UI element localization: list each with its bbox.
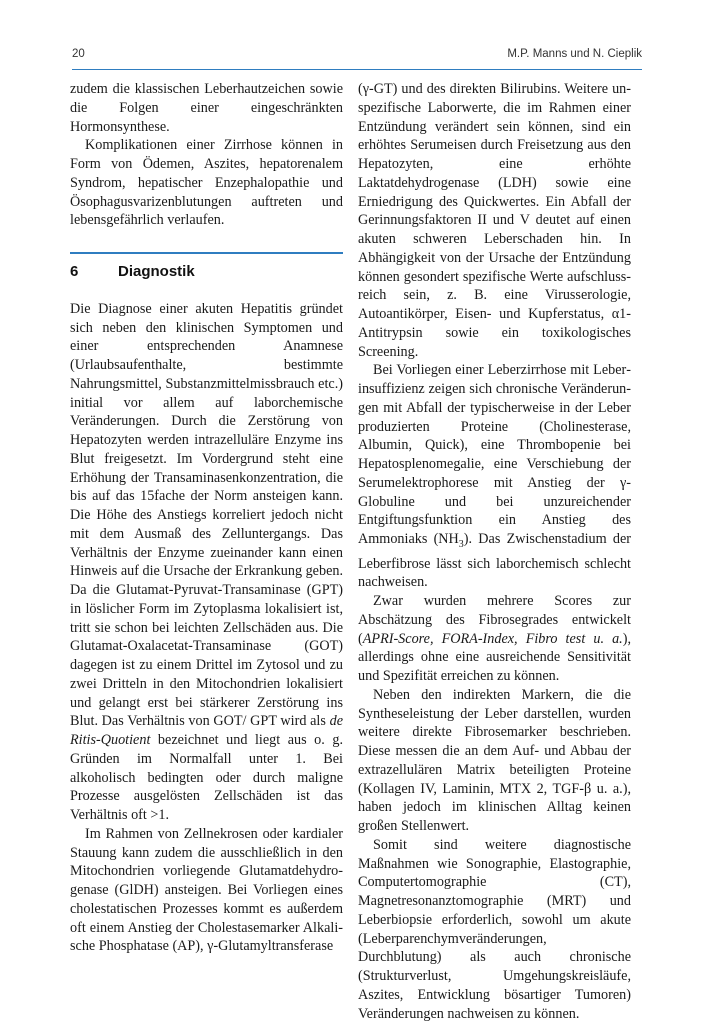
section-number: 6 [70,263,79,280]
paragraph: Somit sind weitere diagnostische Maßnahmen wie Sonographie, Elastographie, Computertomographie (CT), Magnetresonanztomographie (MRT) und Leberbiopsie erforderlich, sowohl um akute (Leberparenchymveränderungen, Durchblutung) als auch chronische (Strukturverlust, Umgehungskreisläufe, Aszites, Entwicklung bösartiger Tumoren) Veränderungen nachweisen zu können. [358,836,631,1022]
page-number: 20 [72,48,85,60]
paragraph: Im Rahmen von Zellnekrosen oder kardialer Stauung kann zudem die ausschließlich in den Mitochondrien vorliegende Glutamatdehydrogenase (GlDH) ansteigen. Bei Vorliegen eines cholestatischen Prozesses kommt es außerdem oft einem Anstieg der Cholestasemarker Alkalische Phosphatase (AP), γ-Glutamyltransferase [70,825,343,955]
running-header-authors: M.P. Manns und N. Cieplik [507,48,642,60]
paragraph: zudem die klassischen Leberhautzeichen sowie die Folgen einer eingeschränkten Hormonsynthese. [70,81,343,135]
paragraph: Komplikationen einer Zirrhose können in Form von Ödemen, Aszites, hepatorenalem Syndrom, hepatischer Enzephalopathie und Ösophagusvarizenblutungen auftreten und lebensgefährlich verlaufen. [70,137,343,229]
paragraph: Bei Vorliegen einer Leberzirrhose mit Leberinsuffizienz zeigen sich chronische Veränderungen mit Abfall der typischerweise in der Leber produzierten Proteine (Cholinesterase, Albumin, Quick), eine Thrombopenie bei Hepatosplenomegalie, eine Verschiebung der Serumelektrophorese mit Anstieg der γ-Globuline und bei unzureichender Entgiftungsfunktion ein Anstieg des Ammoniaks $(NH_3)$. Das Zwischenstadium der Leberfibrose lässt sich laborchemisch schlecht nachweisen. [358,362,631,591]
paragraph: Zwar wurden mehrere Scores zur Abschätzung des Fibrosegrades entwickelt (APRI-Score, FORA-Index, Fibro test u. a.), allerdings ohne eine ausreichende Sensitivität und Spezifität erreichen zu können. [358,593,631,685]
italic-term: de Ritis-Quotient [70,713,343,748]
section-heading [70,252,343,282]
left-column [70,80,343,956]
section-title: Diagnostik [118,263,195,280]
italic-term: APRI-Score, FORA-Index, Fibro test u. a. [362,630,623,647]
header-rule [72,69,642,70]
running-header [72,48,642,68]
right-column [358,80,631,1023]
paragraph: Neben den indirekten Markern, die die Syntheseleistung der Leber darstellen, wurden weitere direkte Fibrosemarker beschrieben. Diese messen die an dem Auf- und Abbau der extrazellulären Matrix beteiligten Proteine (Kollagen IV, Laminin, MTX 2, TGF-β u. a.), haben jedoch im klinischen Alltag keinen großen Stellenwert. [358,686,631,835]
paragraph: Die Diagnose einer akuten Hepatitis gründet sich neben den klinischen Symptomen und einer entsprechenden Anamnese (Urlaubsaufenthalte, bestimmte Nahrungsmittel, Substanzmittelmissbrauch etc.) initial vor allem auf laborchemische Veränderungen. Durch die Zerstörung von Hepatozyten werden intrazelluläre Enzyme ins Blut freigesetzt. Im Vordergrund steht eine Erhöhung der Transaminasenkonzentration, die bis auf das 15fache der Norm ansteigen kann. Die Höhe des Anstiegs korreliert jedoch nicht mit dem Ausmaß des Zelluntergangs. Das Verhältnis der Enzyme zueinander kann einen Hinweis auf die Ursache der Erkrankung geben. Da die Glutamat-Pyruvat-Transaminase (GPT) in löslicher Form im Zytoplasma lokalisiert ist, tritt sie schon bei leichten Zellschäden aus. Die Glutamat-Oxalacetat-Transaminase (GOT) dagegen ist zu einem Drittel im Zytosol und zu zwei Dritteln in den Mitochondrien lokalisiert und gelangt erst bei stärkerer Zerstörung ins Blut. Das Verhältnis von GOT/ GPT wird als de Ritis-Quotient bezeichnet und liegt aus o. g. Gründen im Normalfall unter 1. Bei alkoholisch bedingten oder durch maligne Prozesse ausgelösten Zellschäden ist das Verhältnis oft >1. [70,300,344,823]
paragraph: (γ-GT) und des direkten Bilirubins. Weitere unspezifische Laborwerte, die im Rahmen einer Entzündung verändert sein können, sind ein erhöhtes Serumeisen durch Freisetzung aus den Hepatozyten, eine erhöhte Laktatdehydrogenase (LDH) sowie eine Erniedrigung des Quickwertes. Ein Abfall der Gerinnungsfaktoren II und V deutet auf einen akuten schweren Leberschaden hin. In Abhängigkeit von der Ursache der Entzündung können gesondert spezifische Werte aufschlussreich sein, z. B. eine Virusserologie, Autoantikörper, Eisen- und Kupferstatus, α1-Antitrypsin sowie ein toxikologisches Screening. [358,81,631,360]
section-rule [70,252,343,254]
